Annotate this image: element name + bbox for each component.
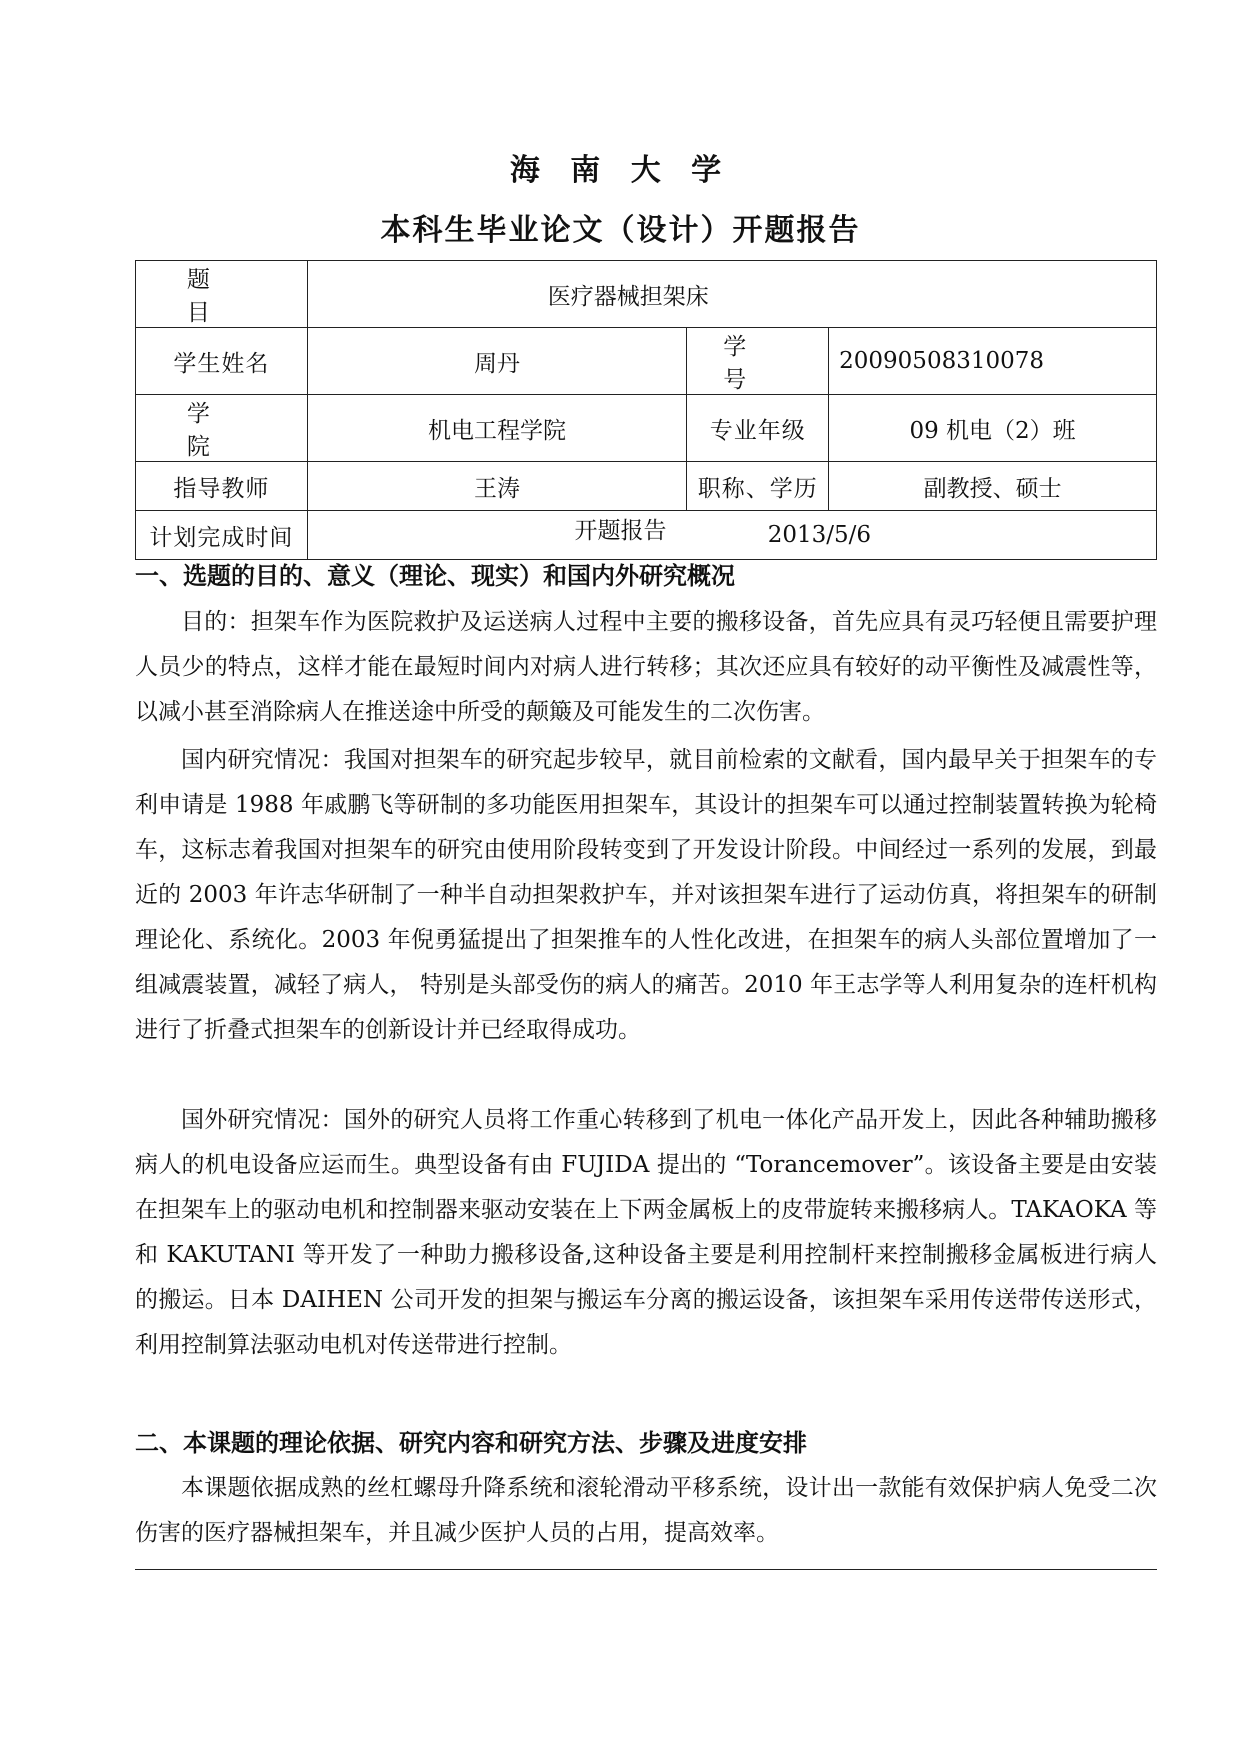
advisor-title-value: 副教授、硕士 — [829, 462, 1157, 511]
college-value: 机电工程学院 — [307, 395, 686, 462]
advisor-title-label: 职称、学历 — [687, 462, 829, 511]
topic-label: 题 目 — [136, 261, 308, 328]
table-row — [136, 462, 1157, 511]
major-value: 09 机电（2）班 — [829, 395, 1157, 462]
college-label: 学 院 — [136, 395, 308, 462]
section1-paragraph-purpose: 目的：担架车作为医院救护及运送病人过程中主要的搬移设备，首先应具有灵巧轻便且需要护理人员少的特点，这样才能在最短时间内对病人进行转移；其次还应具有较好的动平衡性及减震性等，以减小甚至消除病人在推送途中所受的颠簸及可能发生的二次伤害。 — [135, 609, 1157, 725]
section1-paragraph-domestic: 国内研究情况：我国对担架车的研究起步较早，就目前检索的文献看，国内最早关于担架车的专利申请是 1988 年戚鹏飞等研制的多功能医用担架车，其设计的担架车可以通过控制装置转换为轮椅车，这标志着我国对担架车的研究由使用阶段转变到了开发设计阶段。中间经过一系列的发展，到最近的 2003 年许志华研制了一种半自动担架救护车，并对该担架车进行了运动仿真，将担架车的研制理论化、系统化。2003 年倪勇猛提出了担架推车的人性化改进，在担架车的病人头部位置增加了一组减震装置，减轻了病人， 特别是头部受伤的病人的痛苦。2010 年王志学等人利用复杂的连杆机构进行了折叠式担架车的创新设计并已经取得成功。 — [135, 747, 1157, 1043]
major-label: 专业年级 — [687, 395, 829, 462]
section2-heading: 二、本课题的理论依据、研究内容和研究方法、步骤及进度安排 — [135, 1428, 807, 1457]
section1-paragraph-foreign: 国外研究情况：国外的研究人员将工作重心转移到了机电一体化产品开发上，因此各种辅助搬移病人的机电设备应运而生。典型设备有由 FUJIDA 提出的 “Torancemover”。该设备主要是由安装在担架车上的驱动电机和控制器来驱动安装在上下两金属板上的皮带旋转来搬移病人。TAKAOKA 等和 KAKUTANI 等开发了一种助力搬移设备,这种设备主要是利用控制杆来控制搬移金属板进行病人的搬运。日本 DAIHEN 公司开发的担架与搬运车分离的搬运设备，该担架车采用传送带传送形式，利用控制算法驱动电机对传送带进行控制。 — [135, 1107, 1157, 1358]
table-row — [136, 261, 1157, 328]
table-row — [136, 395, 1157, 462]
bottom-rule — [135, 1569, 1157, 1570]
topic-value: 医疗器械担架床 — [307, 261, 1156, 328]
student-name-label: 学生姓名 — [136, 328, 308, 395]
student-name-value: 周丹 — [307, 328, 686, 395]
advisor-label: 指导教师 — [136, 462, 308, 511]
university-title: 海 南 大 学 — [509, 153, 732, 188]
deadline-value: 2013/5/6 — [307, 511, 1156, 560]
section1-heading: 一、选题的目的、意义（理论、现实）和国内外研究概况 — [135, 561, 735, 590]
student-id-value: 20090508310078 — [829, 328, 1157, 395]
section2-paragraph: 本课题依据成熟的丝杠螺母升降系统和滚轮滑动平移系统，设计出一款能有效保护病人免受二次伤害的医疗器械担架车，并且减少医护人员的占用，提高效率。 — [135, 1475, 1157, 1546]
table-row — [136, 328, 1157, 395]
deadline-label: 计划完成时间 — [136, 511, 308, 560]
student-id-label: 学 号 — [687, 328, 829, 395]
advisor-value: 王涛 — [307, 462, 686, 511]
report-label: 开题报告 — [574, 518, 667, 544]
document-title: 本科生毕业论文（设计）开题报告 — [380, 213, 861, 248]
